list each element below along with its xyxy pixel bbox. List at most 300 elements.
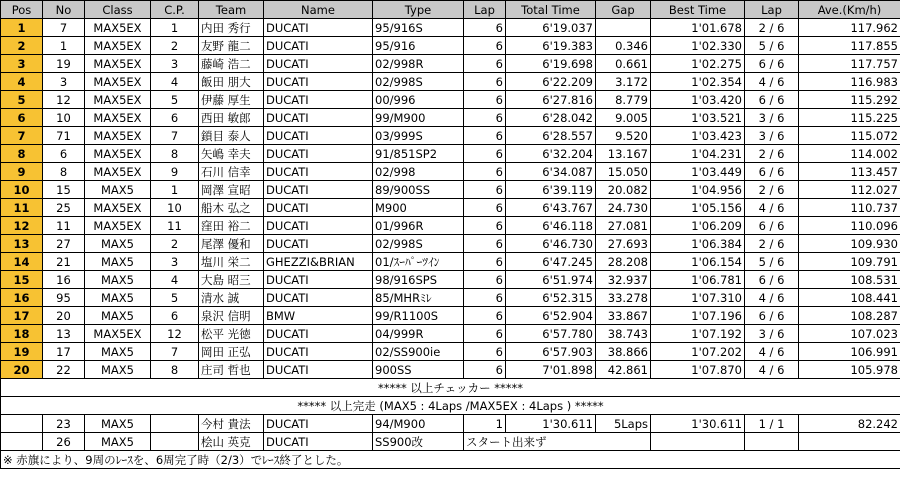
cell-cp: 8 [151, 361, 199, 379]
cell-pos: 15 [1, 271, 43, 289]
cell-blap: 6 / 6 [745, 55, 799, 73]
checker-note [1, 379, 900, 397]
cell-name: DUCATI [264, 415, 373, 433]
cell-gap: 5Laps [596, 415, 651, 433]
cell-no: 20 [43, 307, 85, 325]
cell-pos: 9 [1, 163, 43, 181]
cell-pos: 6 [1, 109, 43, 127]
cell-class: MAX5 [85, 361, 151, 379]
cell-lap: 6 [464, 361, 506, 379]
cell-lap: 6 [464, 109, 506, 127]
cell-class: MAX5 [85, 253, 151, 271]
cell-pos: 14 [1, 253, 43, 271]
table-row [1, 415, 900, 433]
cell-type: 95/916S [373, 19, 464, 37]
cell-pos: 18 [1, 325, 43, 343]
cell-ave: 110.737 [799, 199, 900, 217]
cell-type: 02/998S [373, 73, 464, 91]
cell-total: 6'47.245 [506, 253, 596, 271]
cell-cp: 7 [151, 127, 199, 145]
cell-best: 1'03.449 [651, 163, 745, 181]
cell-ave: 105.978 [799, 361, 900, 379]
cell-pos: 16 [1, 289, 43, 307]
cell-team: 石川 信幸 [199, 163, 264, 181]
cell-best: 1'04.231 [651, 145, 745, 163]
finish-note [1, 397, 900, 415]
cell-no: 25 [43, 199, 85, 217]
cell-type: 94/M900 [373, 415, 464, 433]
cell-name: DUCATI [264, 37, 373, 55]
cell-gap: 27.081 [596, 217, 651, 235]
cell-class: MAX5EX [85, 199, 151, 217]
cell-class: MAX5EX [85, 217, 151, 235]
table-row [1, 271, 900, 289]
cell-type: 95/916 [373, 37, 464, 55]
cell-ave: 112.027 [799, 181, 900, 199]
column-header: Lap [464, 1, 506, 19]
cell-total: 6'32.204 [506, 145, 596, 163]
cell-total: 6'22.209 [506, 73, 596, 91]
cell-class: MAX5 [85, 415, 151, 433]
table-row [1, 91, 900, 109]
cell-type: SS900改 [373, 433, 464, 451]
cell-no: 16 [43, 271, 85, 289]
cell-team: 窪田 裕二 [199, 217, 264, 235]
cell-name: GHEZZI&BRIAN [264, 253, 373, 271]
cell-lap: 6 [464, 73, 506, 91]
table-row [1, 289, 900, 307]
cell-lap: 6 [464, 199, 506, 217]
cell-pos: 1 [1, 19, 43, 37]
cell-cp: 2 [151, 235, 199, 253]
cell-blap: 2 / 6 [745, 145, 799, 163]
cell-blap: 4 / 6 [745, 361, 799, 379]
cell-empty [799, 433, 900, 451]
cell-lap: 6 [464, 19, 506, 37]
cell-no: 11 [43, 217, 85, 235]
table-row [1, 235, 900, 253]
cell-best: 1'06.384 [651, 235, 745, 253]
cell-cp: 3 [151, 253, 199, 271]
cell-lap: 6 [464, 235, 506, 253]
cell-cp: 1 [151, 19, 199, 37]
column-header: Class [85, 1, 151, 19]
table-row [1, 37, 900, 55]
cell-gap: 38.866 [596, 343, 651, 361]
cell-total: 6'19.037 [506, 19, 596, 37]
table-row [1, 73, 900, 91]
column-header: Pos [1, 1, 43, 19]
column-header: Type [373, 1, 464, 19]
cell-name: DUCATI [264, 109, 373, 127]
cell-team: 松平 光徳 [199, 325, 264, 343]
column-header: Gap [596, 1, 651, 19]
cell-type: 00/996 [373, 91, 464, 109]
column-header: C.P. [151, 1, 199, 19]
cell-type: 02/998R [373, 55, 464, 73]
cell-team: 藤崎 浩二 [199, 55, 264, 73]
cell-best: 1'01.678 [651, 19, 745, 37]
cell-blap: 6 / 6 [745, 271, 799, 289]
cell-class: MAX5EX [85, 37, 151, 55]
cell-team: 大島 昭三 [199, 271, 264, 289]
cell-gap: 32.937 [596, 271, 651, 289]
cell-ave: 114.002 [799, 145, 900, 163]
cell-lap: 6 [464, 181, 506, 199]
cell-blap: 2 / 6 [745, 19, 799, 37]
cell-lap: 6 [464, 145, 506, 163]
cell-ave: 117.962 [799, 19, 900, 37]
cell-blap: 3 / 6 [745, 109, 799, 127]
table-row [1, 199, 900, 217]
table-row [1, 343, 900, 361]
cell-blap: 5 / 6 [745, 253, 799, 271]
cell-gap: 20.082 [596, 181, 651, 199]
cell-pos: 8 [1, 145, 43, 163]
cell-type: M900 [373, 199, 464, 217]
cell-team: 鎖目 泰人 [199, 127, 264, 145]
cell-total: 6'19.383 [506, 37, 596, 55]
cell-ave: 108.441 [799, 289, 900, 307]
table-row [1, 55, 900, 73]
table-row [1, 163, 900, 181]
cell-name: DUCATI [264, 163, 373, 181]
cell-blap: 4 / 6 [745, 73, 799, 91]
table-row [1, 253, 900, 271]
cell-name: DUCATI [264, 199, 373, 217]
cell-class: MAX5 [85, 181, 151, 199]
cell-best: 1'07.202 [651, 343, 745, 361]
cell-class: MAX5 [85, 343, 151, 361]
cell-type: 900SS [373, 361, 464, 379]
cell-empty [651, 433, 745, 451]
cell-blap: 2 / 6 [745, 235, 799, 253]
table-row [1, 19, 900, 37]
cell-team: 尾澤 優和 [199, 235, 264, 253]
cell-type: 99/M900 [373, 109, 464, 127]
cell-best: 1'05.156 [651, 199, 745, 217]
cell-total: 6'39.119 [506, 181, 596, 199]
cell-type: 91/851SP2 [373, 145, 464, 163]
table-row [1, 307, 900, 325]
cell-total: 7'01.898 [506, 361, 596, 379]
cell-total: 6'27.816 [506, 91, 596, 109]
cell-total: 6'34.087 [506, 163, 596, 181]
cell-cp: 10 [151, 199, 199, 217]
cell-gap [596, 19, 651, 37]
cell-lap: 6 [464, 163, 506, 181]
cell-pos [1, 415, 43, 433]
column-header: Best Time [651, 1, 745, 19]
cell-class: MAX5 [85, 235, 151, 253]
cell-no: 3 [43, 73, 85, 91]
cell-best: 1'06.154 [651, 253, 745, 271]
cell-no: 23 [43, 415, 85, 433]
cell-best: 1'07.196 [651, 307, 745, 325]
cell-pos: 11 [1, 199, 43, 217]
cell-ave: 110.096 [799, 217, 900, 235]
cell-no: 12 [43, 91, 85, 109]
cell-lap: 6 [464, 37, 506, 55]
cell-gap: 15.050 [596, 163, 651, 181]
checker-note-text: ***** 以上チェッカー ***** [1, 379, 900, 397]
cell-cp: 9 [151, 163, 199, 181]
cell-no: 19 [43, 55, 85, 73]
cell-class: MAX5EX [85, 91, 151, 109]
cell-pos: 17 [1, 307, 43, 325]
cell-ave: 117.855 [799, 37, 900, 55]
column-header: Total Time [506, 1, 596, 19]
cell-blap: 4 / 6 [745, 343, 799, 361]
column-header: Lap [745, 1, 799, 19]
cell-gap: 28.208 [596, 253, 651, 271]
cell-blap: 1 / 1 [745, 415, 799, 433]
cell-total: 6'52.315 [506, 289, 596, 307]
column-header: Ave.(Km/h) [799, 1, 900, 19]
cell-lap: 6 [464, 217, 506, 235]
cell-best: 1'06.209 [651, 217, 745, 235]
cell-ave: 115.292 [799, 91, 900, 109]
cell-class: MAX5EX [85, 325, 151, 343]
cell-total: 6'57.780 [506, 325, 596, 343]
cell-total: 6'52.904 [506, 307, 596, 325]
cell-ave: 109.791 [799, 253, 900, 271]
cell-name: DUCATI [264, 289, 373, 307]
results-body [1, 19, 900, 469]
cell-gap: 9.520 [596, 127, 651, 145]
cell-cp: 6 [151, 109, 199, 127]
cell-ave: 108.287 [799, 307, 900, 325]
cell-team: 矢嶋 幸夫 [199, 145, 264, 163]
cell-blap: 6 / 6 [745, 217, 799, 235]
cell-no: 15 [43, 181, 85, 199]
cell-ave: 115.072 [799, 127, 900, 145]
cell-type: 01/ｽｰﾊﾟｰﾂｲﾝ [373, 253, 464, 271]
cell-ave: 113.457 [799, 163, 900, 181]
cell-name: DUCATI [264, 433, 373, 451]
cell-blap: 3 / 6 [745, 325, 799, 343]
cell-type: 02/998S [373, 235, 464, 253]
cell-blap: 6 / 6 [745, 307, 799, 325]
cell-lap: 6 [464, 343, 506, 361]
cell-name: DUCATI [264, 91, 373, 109]
cell-best: 1'04.956 [651, 181, 745, 199]
cell-type: 02/998 [373, 163, 464, 181]
cell-name: DUCATI [264, 73, 373, 91]
table-row [1, 145, 900, 163]
cell-no: 26 [43, 433, 85, 451]
cell-ave: 116.983 [799, 73, 900, 91]
cell-ave: 106.991 [799, 343, 900, 361]
cell-blap: 3 / 6 [745, 127, 799, 145]
cell-team: 岡田 正弘 [199, 343, 264, 361]
cell-name: DUCATI [264, 145, 373, 163]
cell-ave: 82.242 [799, 415, 900, 433]
cell-empty [745, 433, 799, 451]
cell-team: 今村 貴法 [199, 415, 264, 433]
cell-total: 6'46.118 [506, 217, 596, 235]
cell-team: 清水 誠 [199, 289, 264, 307]
cell-empty [1, 433, 43, 451]
cell-no: 22 [43, 361, 85, 379]
cell-blap: 4 / 6 [745, 289, 799, 307]
cell-best: 1'02.330 [651, 37, 745, 55]
cell-team: 桧山 英克 [199, 433, 264, 451]
column-header: No [43, 1, 85, 19]
cell-total: 6'46.730 [506, 235, 596, 253]
cell-no: 10 [43, 109, 85, 127]
cell-no: 95 [43, 289, 85, 307]
table-row [1, 127, 900, 145]
cell-class: MAX5EX [85, 163, 151, 181]
cell-pos: 19 [1, 343, 43, 361]
cell-pos: 20 [1, 361, 43, 379]
cell-no: 7 [43, 19, 85, 37]
cell-gap: 38.743 [596, 325, 651, 343]
table-row [1, 325, 900, 343]
cell-class: MAX5 [85, 433, 151, 451]
cell-total: 6'51.974 [506, 271, 596, 289]
cell-blap: 2 / 6 [745, 181, 799, 199]
cell-gap: 27.693 [596, 235, 651, 253]
cell-empty [151, 433, 199, 451]
cell-class: MAX5EX [85, 55, 151, 73]
cell-team: 飯田 朋大 [199, 73, 264, 91]
cell-cp: 11 [151, 217, 199, 235]
cell-total: 1'30.611 [506, 415, 596, 433]
cell-gap: 0.346 [596, 37, 651, 55]
cell-type: 04/999R [373, 325, 464, 343]
cell-best: 1'07.192 [651, 325, 745, 343]
cell-cp: 7 [151, 343, 199, 361]
cell-no: 27 [43, 235, 85, 253]
cell-best: 1'02.275 [651, 55, 745, 73]
cell-best: 1'03.521 [651, 109, 745, 127]
cell-no: 13 [43, 325, 85, 343]
cell-best: 1'02.354 [651, 73, 745, 91]
cell-status: スタート出来ず [464, 433, 651, 451]
cell-pos: 10 [1, 181, 43, 199]
cell-lap: 6 [464, 271, 506, 289]
cell-lap: 6 [464, 55, 506, 73]
cell-no: 71 [43, 127, 85, 145]
cell-pos: 12 [1, 217, 43, 235]
cell-name: DUCATI [264, 271, 373, 289]
cell-name: DUCATI [264, 127, 373, 145]
cell-team: 友野 龍二 [199, 37, 264, 55]
cell-no: 1 [43, 37, 85, 55]
cell-name: DUCATI [264, 325, 373, 343]
table-row [1, 181, 900, 199]
cell-cp: 2 [151, 37, 199, 55]
cell-team: 塩川 栄二 [199, 253, 264, 271]
cell-lap: 6 [464, 91, 506, 109]
cell-total: 6'43.767 [506, 199, 596, 217]
cell-ave: 107.023 [799, 325, 900, 343]
cell-name: DUCATI [264, 19, 373, 37]
cell-gap: 3.172 [596, 73, 651, 91]
cell-blap: 6 / 6 [745, 163, 799, 181]
cell-no: 6 [43, 145, 85, 163]
column-header: Name [264, 1, 373, 19]
cell-gap: 42.861 [596, 361, 651, 379]
cell-type: 02/SS900ie [373, 343, 464, 361]
cell-no: 21 [43, 253, 85, 271]
cell-cp: 8 [151, 145, 199, 163]
cell-gap: 33.278 [596, 289, 651, 307]
header-row [1, 1, 900, 19]
cell-name: DUCATI [264, 361, 373, 379]
cell-name: DUCATI [264, 235, 373, 253]
cell-best: 1'06.781 [651, 271, 745, 289]
cell-team: 岡澤 宣昭 [199, 181, 264, 199]
cell-pos: 13 [1, 235, 43, 253]
cell-team: 伊藤 厚生 [199, 91, 264, 109]
cell-blap: 6 / 6 [745, 91, 799, 109]
cell-blap: 5 / 6 [745, 37, 799, 55]
cell-name: BMW [264, 307, 373, 325]
cell-type: 03/999S [373, 127, 464, 145]
cell-ave: 109.930 [799, 235, 900, 253]
cell-best: 1'03.423 [651, 127, 745, 145]
cell-gap: 13.167 [596, 145, 651, 163]
cell-no: 17 [43, 343, 85, 361]
cell-class: MAX5EX [85, 127, 151, 145]
cell-name: DUCATI [264, 55, 373, 73]
cell-name: DUCATI [264, 343, 373, 361]
cell-lap: 6 [464, 253, 506, 271]
cell-pos: 2 [1, 37, 43, 55]
cell-cp: 3 [151, 55, 199, 73]
cell-best: 1'07.870 [651, 361, 745, 379]
cell-cp: 5 [151, 289, 199, 307]
cell-lap: 6 [464, 325, 506, 343]
cell-gap: 33.867 [596, 307, 651, 325]
cell-best: 1'03.420 [651, 91, 745, 109]
cell-gap: 9.005 [596, 109, 651, 127]
cell-type: 89/900SS [373, 181, 464, 199]
cell-total: 6'57.903 [506, 343, 596, 361]
cell-type: 85/MHRﾐﾚ [373, 289, 464, 307]
cell-type: 01/996R [373, 217, 464, 235]
cell-ave: 108.531 [799, 271, 900, 289]
footnote-row [1, 451, 900, 469]
cell-type: 98/916SPS [373, 271, 464, 289]
cell-team: 西田 敏郎 [199, 109, 264, 127]
cell-cp: 12 [151, 325, 199, 343]
cell-cp: 4 [151, 73, 199, 91]
cell-lap: 6 [464, 307, 506, 325]
cell-team: 庄司 哲也 [199, 361, 264, 379]
cell-total: 6'19.698 [506, 55, 596, 73]
footnote: ※ 赤旗により、9周のﾚｰｽを、6周完了時（2/3）でﾚｰｽ終了とした。 [1, 451, 900, 469]
cell-class: MAX5EX [85, 73, 151, 91]
cell-cp: 6 [151, 307, 199, 325]
dns-row [1, 433, 900, 451]
cell-cp: 1 [151, 181, 199, 199]
cell-cp [151, 415, 199, 433]
cell-pos: 3 [1, 55, 43, 73]
cell-class: MAX5 [85, 307, 151, 325]
cell-gap: 0.661 [596, 55, 651, 73]
table-row [1, 361, 900, 379]
cell-team: 内田 秀行 [199, 19, 264, 37]
cell-pos: 4 [1, 73, 43, 91]
cell-ave: 115.225 [799, 109, 900, 127]
cell-lap: 6 [464, 127, 506, 145]
cell-no: 8 [43, 163, 85, 181]
cell-team: 泉沢 信明 [199, 307, 264, 325]
